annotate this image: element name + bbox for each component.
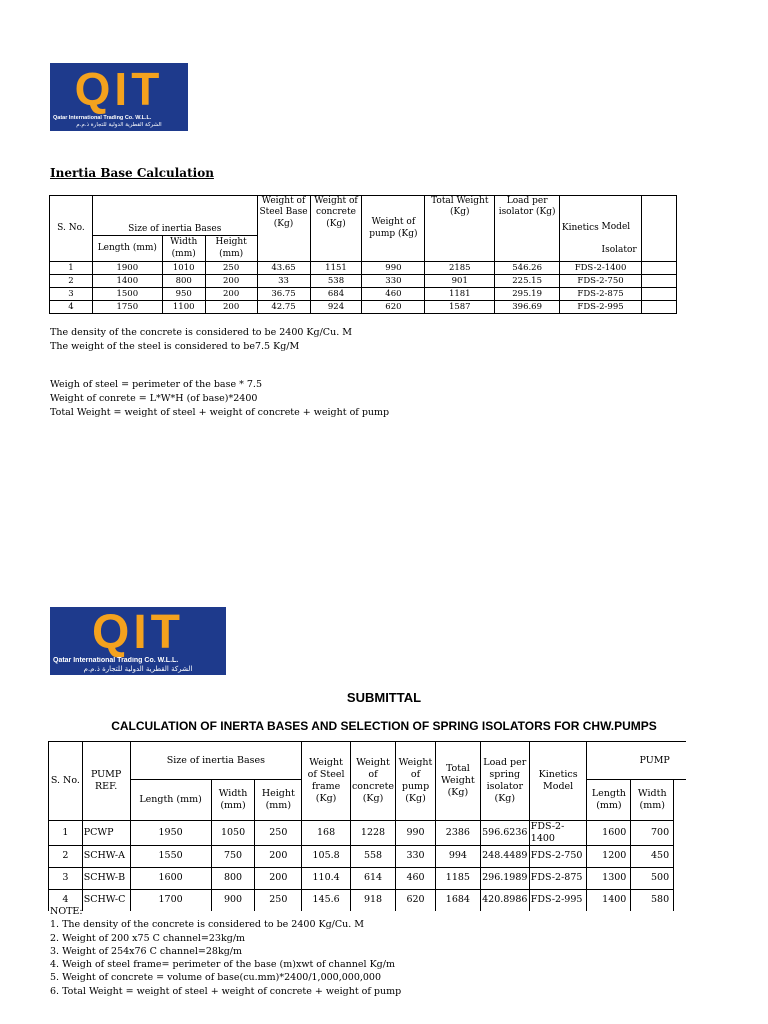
table-cell: 2185 [425, 262, 495, 275]
table-cell: 168 [302, 821, 351, 846]
formula-concrete: Weight of conrete = L*W*H (of base)*2400 [50, 392, 258, 404]
table-cell: FDS-2-875 [529, 867, 587, 889]
header-kinetics-model: Kinetics Model [529, 742, 587, 821]
table-cell: 580 [631, 889, 674, 911]
table-cell: 250 [255, 889, 302, 911]
note-item: 5. Weight of concrete = volume of base(cu.mm)*2400/1,000,000,000 [50, 972, 382, 984]
header-pump: Weight of pump (Kg) [362, 196, 425, 262]
table-cell: 994 [435, 845, 480, 867]
header-pump-weight: Weight of pump (Kg) [396, 742, 436, 821]
table-cell: SCHW-A [82, 845, 130, 867]
table-cell: 225.15 [495, 275, 560, 288]
table-cell: 36.75 [257, 288, 310, 301]
table-cell: 330 [362, 275, 425, 288]
table-cell: 990 [362, 262, 425, 275]
table-cell: 1400 [587, 889, 631, 911]
table-cell: 1900 [92, 262, 162, 275]
table-cell: 1700 [130, 889, 211, 911]
table-cell: 200 [255, 867, 302, 889]
header-size: Size of inertia Bases [130, 742, 302, 780]
table-cell: FDS-2-750 [529, 845, 587, 867]
logo-company-en: Qatar International Trading Co. W.L.L. [53, 115, 152, 121]
table-cell-blank [674, 845, 686, 867]
table-row [50, 301, 677, 314]
submittal-table-clip [48, 741, 686, 911]
note-item: 1. The density of the concrete is considered to be 2400 Kg/Cu. M [50, 919, 365, 931]
table-header-row [50, 196, 677, 236]
header-kinetics: Kinetics [560, 196, 601, 262]
company-logo [50, 607, 226, 675]
header-sno: S. No. [49, 742, 83, 821]
submittal-heading: SUBMITTAL [346, 690, 422, 705]
table-cell-blank [674, 867, 686, 889]
table-cell-blank [642, 275, 677, 288]
table-cell: 248.4489 [480, 845, 529, 867]
table-cell: 620 [396, 889, 436, 911]
header-pump-extra [674, 780, 686, 821]
section1-formulas [50, 378, 389, 419]
table-cell: 620 [362, 301, 425, 314]
table-cell: 1750 [92, 301, 162, 314]
table-cell: 800 [162, 275, 205, 288]
table-cell: 1600 [130, 867, 211, 889]
header-steel: Weight of Steel Base (Kg) [257, 196, 310, 262]
table-cell: 900 [211, 889, 255, 911]
header-total: Total Weight (Kg) [425, 196, 495, 262]
header-height: Height (mm) [255, 780, 302, 821]
table-cell: 1 [49, 821, 83, 846]
company-logo [50, 63, 188, 131]
table-cell: 1200 [587, 845, 631, 867]
table-cell: 460 [396, 867, 436, 889]
note-steel-weight: The weight of the steel is considered to be7.5 Kg/M [50, 340, 300, 352]
table-cell: 1010 [162, 262, 205, 275]
table-cell: 1587 [425, 301, 495, 314]
note-item: 6. Total Weight = weight of steel + weight of concrete + weight of pump [50, 985, 402, 997]
table-cell: 1950 [130, 821, 211, 846]
table-cell: 1600 [587, 821, 631, 846]
table-cell: 1300 [587, 867, 631, 889]
table-cell: 1181 [425, 288, 495, 301]
table-cell: FDS-2-995 [529, 889, 587, 911]
header-load: Load per spring isolator (Kg) [480, 742, 529, 821]
header-length: Length (mm) [92, 236, 162, 262]
formula-total: Total Weight = weight of steel + weight of concrete + weight of pump [50, 406, 390, 418]
table-cell-blank [674, 821, 686, 846]
table-cell: 546.26 [495, 262, 560, 275]
table-cell: 800 [211, 867, 255, 889]
table-cell: FDS-2-1400 [529, 821, 587, 846]
table-cell: 200 [205, 301, 257, 314]
table-cell: 4 [50, 301, 93, 314]
table-cell: 420.8986 [480, 889, 529, 911]
logo-company-ar: الشركة القطرية الدولية للتجارة ذ.م.م [76, 122, 162, 128]
table-row [49, 867, 687, 889]
table-cell: 1100 [162, 301, 205, 314]
table-cell: PCWP [82, 821, 130, 846]
table-cell: 558 [350, 845, 395, 867]
table-cell: 105.8 [302, 845, 351, 867]
table-cell: 460 [362, 288, 425, 301]
table-cell: 1500 [92, 288, 162, 301]
table-cell: SCHW-B [82, 867, 130, 889]
table-cell: 700 [631, 821, 674, 846]
note-item: 3. Weight of 254x76 C channel=28kg/m [50, 945, 243, 957]
header-isolator-label: Isolator [601, 244, 637, 255]
table-cell-blank [642, 288, 677, 301]
note-item: 2. Weight of 200 x75 C channel=23kg/m [50, 932, 246, 944]
header-steel-frame: Weight of Steel frame (Kg) [302, 742, 351, 821]
table-cell: FDS-2-995 [560, 301, 642, 314]
table-cell: 750 [211, 845, 255, 867]
table-cell: FDS-2-875 [560, 288, 642, 301]
header-model-label: Model [601, 222, 631, 232]
header-blank [642, 196, 677, 262]
calculation-title: CALCULATION OF INERTA BASES AND SELECTION OF SPRING ISOLATORS FOR CHW.PUMPS [111, 719, 657, 733]
table-cell: 901 [425, 275, 495, 288]
table-cell: FDS-2-750 [560, 275, 642, 288]
table-cell: 2 [50, 275, 93, 288]
header-total: Total Weight (Kg) [435, 742, 480, 821]
header-pump-ref: PUMP REF. [82, 742, 130, 821]
table-row [49, 821, 687, 846]
table-cell: 1550 [130, 845, 211, 867]
inertia-base-table [49, 195, 677, 314]
table-cell: 3 [49, 867, 83, 889]
table-cell: 295.19 [495, 288, 560, 301]
table-cell: 684 [310, 288, 362, 301]
note-density: The density of the concrete is considered to be 2400 Kg/Cu. M [50, 327, 352, 338]
formula-steel: Weigh of steel = perimeter of the base * 7.5 [50, 379, 262, 390]
logo-company-ar: الشركة القطرية الدولية للتجارة ذ.م.م [83, 665, 193, 673]
table-cell: 33 [257, 275, 310, 288]
table-cell: 918 [350, 889, 395, 911]
table-cell: 596.6236 [480, 821, 529, 846]
table-cell: 1684 [435, 889, 480, 911]
submittal-table [48, 741, 686, 911]
header-height: Height (mm) [205, 236, 257, 262]
table-cell: 3 [50, 288, 93, 301]
header-size: Size of inertia Bases [92, 196, 257, 236]
table-cell: 990 [396, 821, 436, 846]
table-cell: 43.65 [257, 262, 310, 275]
table-cell: 1400 [92, 275, 162, 288]
table-cell: 396.69 [495, 301, 560, 314]
table-cell: 2 [49, 845, 83, 867]
table-cell: 1185 [435, 867, 480, 889]
note-heading: NOTE: [50, 906, 83, 917]
table-cell: 614 [350, 867, 395, 889]
table-cell-blank [674, 889, 686, 911]
table-cell: 110.4 [302, 867, 351, 889]
table2-body [49, 821, 687, 912]
table-cell: 4 [49, 889, 83, 911]
table-row [50, 275, 677, 288]
table-cell: 200 [255, 845, 302, 867]
logo-company-en: Qatar International Trading Co. W.L.L. [53, 657, 179, 664]
header-pump-width: Width (mm) [631, 780, 674, 821]
table-cell: 1 [50, 262, 93, 275]
table-cell: 330 [396, 845, 436, 867]
table-cell: 200 [205, 288, 257, 301]
section2-notes [50, 905, 401, 998]
table1-body [50, 262, 677, 314]
table2-header-row [49, 742, 687, 780]
table-cell: SCHW-C [82, 889, 130, 911]
table-cell: 1050 [211, 821, 255, 846]
table-cell-blank [642, 262, 677, 275]
table-cell: 250 [205, 262, 257, 275]
header-sno: S. No. [50, 196, 93, 262]
table-cell: 1228 [350, 821, 395, 846]
table-cell: 145.6 [302, 889, 351, 911]
table-row [50, 262, 677, 275]
header-concrete: Weight of concrete (Kg) [310, 196, 362, 262]
table-cell: 450 [631, 845, 674, 867]
table-row [49, 845, 687, 867]
table-cell: 538 [310, 275, 362, 288]
table-cell: 1151 [310, 262, 362, 275]
header-width: Width (mm) [211, 780, 255, 821]
header-width: Width (mm) [162, 236, 205, 262]
header-load: Load per isolator (Kg) [495, 196, 560, 262]
table-cell: 42.75 [257, 301, 310, 314]
section1-title: Inertia Base Calculation [50, 166, 214, 180]
header-pump-length: Length (mm) [587, 780, 631, 821]
table-cell: FDS-2-1400 [560, 262, 642, 275]
table-cell: 200 [205, 275, 257, 288]
note-item: 4. Weigh of steel frame= perimeter of the base (m)xwt of channel Kg/m [50, 959, 395, 971]
table-cell: 2386 [435, 821, 480, 846]
table-row [50, 288, 677, 301]
logo-letters: QIT [92, 605, 184, 659]
table-cell: 250 [255, 821, 302, 846]
header-model [601, 196, 642, 262]
table-cell: 500 [631, 867, 674, 889]
header-concrete: Weight of concrete (Kg) [350, 742, 395, 821]
table-cell: 950 [162, 288, 205, 301]
table-cell: 296.1989 [480, 867, 529, 889]
table-cell: 924 [310, 301, 362, 314]
header-pump-group: PUMP [587, 742, 686, 780]
logo-letters: QIT [74, 63, 164, 115]
section1-notes [50, 326, 352, 354]
table-cell-blank [642, 301, 677, 314]
header-length: Length (mm) [130, 780, 211, 821]
